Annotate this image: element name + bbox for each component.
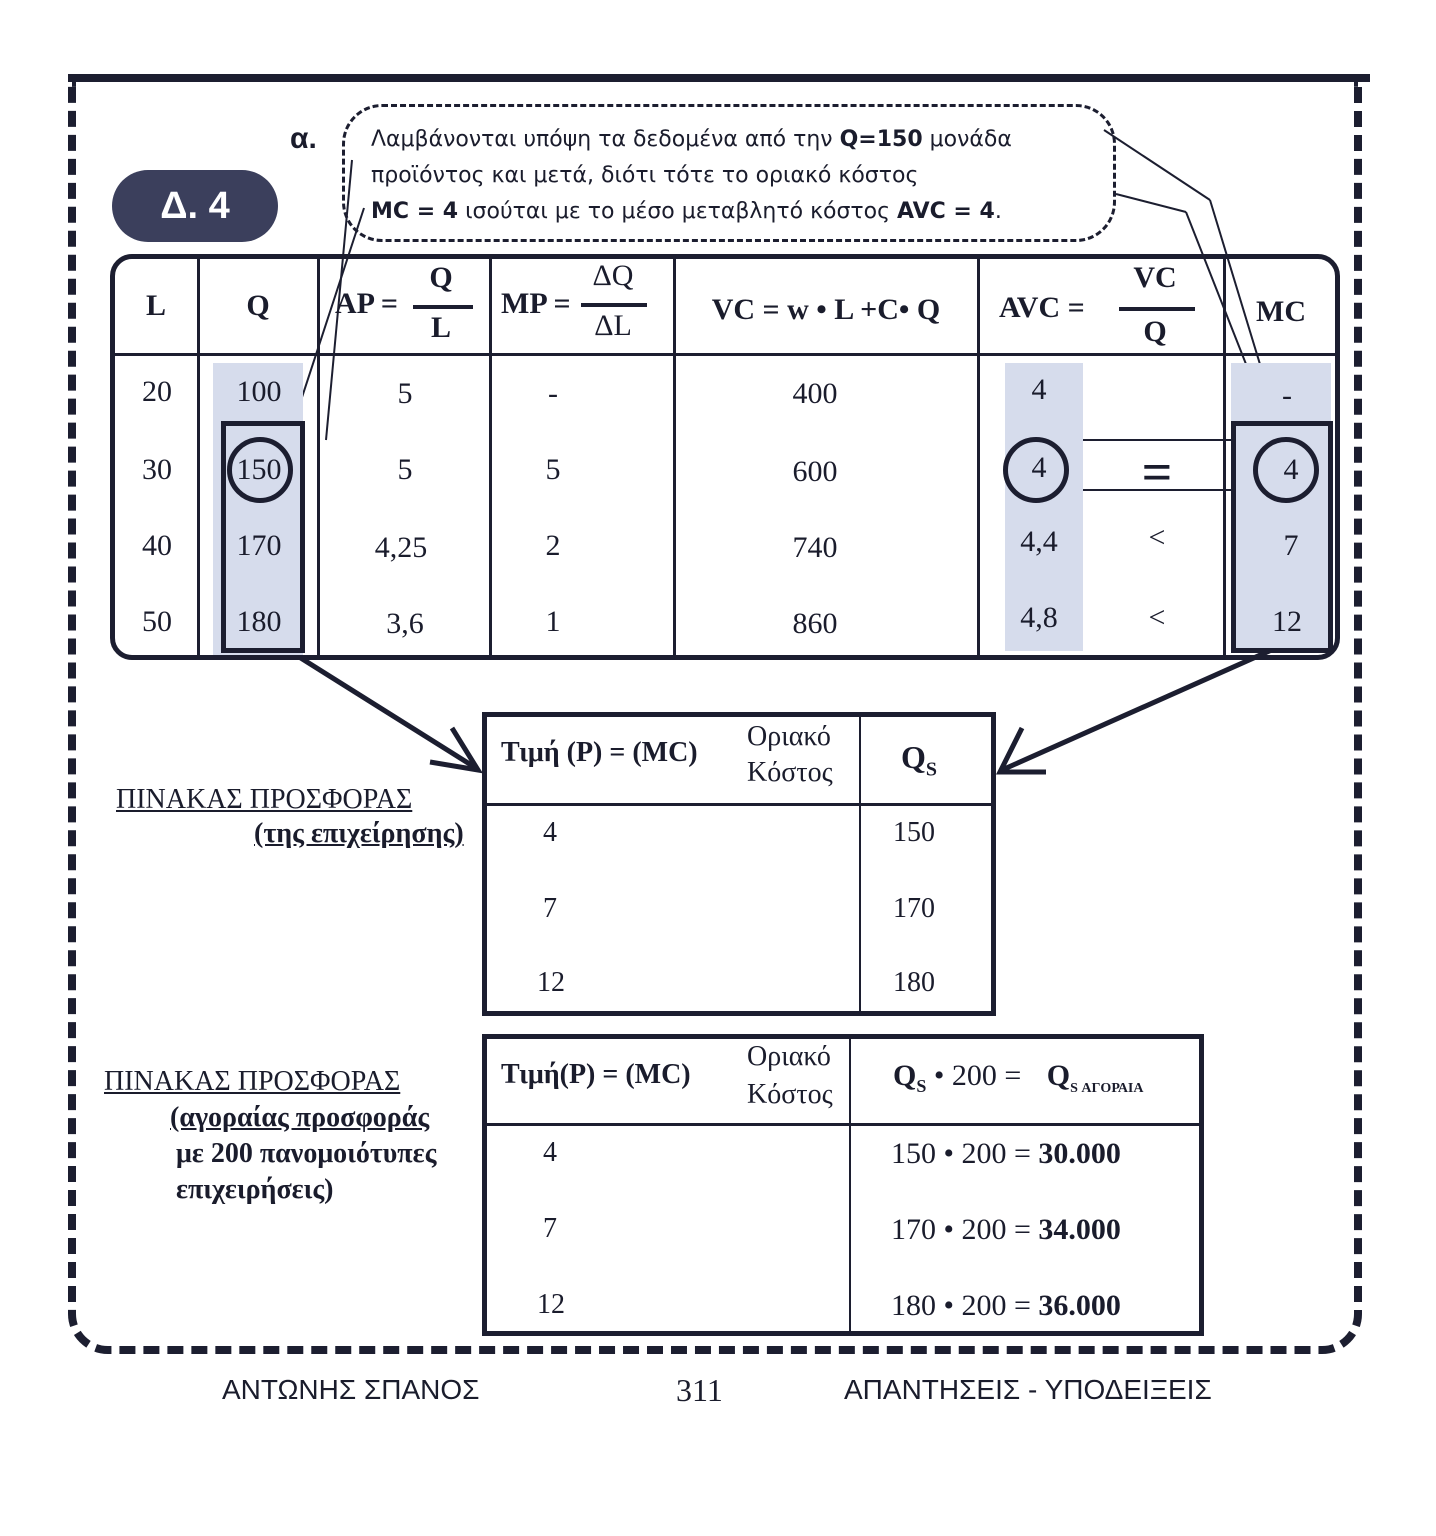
footer-section: ΑΠΑΝΤΗΣΕΙΣ - ΥΠΟΔΕΙΞΕΙΣ — [844, 1374, 1212, 1405]
firm-price-value: 12 — [537, 967, 565, 998]
cell-comparison: = — [1141, 442, 1173, 502]
header-AP-denominator: L — [430, 311, 451, 344]
firm-price-value: 7 — [543, 893, 557, 924]
footer-author: ΑΝΤΩΝΗΣ ΣΠΑΝΟΣ — [222, 1374, 480, 1405]
divider — [489, 259, 492, 655]
cell-AVC: 4 — [1031, 451, 1047, 484]
header-AVC-numerator: VC — [1133, 261, 1177, 294]
market-price-header: Τιμή(P) = (MC) — [501, 1059, 691, 1090]
header-MP-denominator: ΔL — [594, 309, 632, 342]
firm-quantity-header: $Q_S$ — [901, 739, 938, 781]
cell-Q: 150 — [236, 453, 282, 486]
cell-MP: 2 — [545, 529, 561, 562]
cell-AP: 3,6 — [386, 607, 424, 640]
header-AVC-prefix: AVC = — [999, 291, 1085, 324]
firm-quantity-value: 170 — [893, 893, 935, 924]
firm-price-note-1: Οριακό — [747, 721, 831, 752]
cell-AP: 5 — [397, 377, 413, 410]
market-price-value: 4 — [543, 1137, 557, 1168]
cell-AP: 4,25 — [374, 531, 428, 564]
header-AVC-denominator: Q — [1143, 315, 1167, 348]
header-VC: VC = w • L +C• Q — [711, 293, 941, 326]
header-divider — [115, 353, 1335, 356]
avc-4-circle — [1003, 437, 1069, 503]
cell-Q: 100 — [236, 375, 282, 408]
header-MC: MC — [1256, 295, 1306, 328]
cell-MC: 12 — [1272, 605, 1302, 638]
cell-Q: 180 — [236, 605, 282, 638]
firm-price-note-2: Κόστος — [747, 757, 833, 788]
header-AP-numerator: Q — [429, 261, 453, 294]
cell-MP: - — [548, 377, 558, 410]
cost-table — [110, 254, 1340, 660]
cell-Q: 170 — [236, 529, 282, 562]
firm-price-value: 4 — [543, 817, 557, 848]
header-divider — [487, 1123, 1199, 1126]
firm-supply-table — [482, 712, 996, 1016]
cell-MC: 7 — [1283, 529, 1299, 562]
market-supply-subtitle-2: με 200 πανομοιότυπες — [176, 1138, 437, 1169]
cell-MP: 5 — [545, 453, 561, 486]
q-150-circle — [227, 437, 293, 503]
market-supply-title: ΠΙΝΑΚΑΣ ΠΡΟΣΦΟΡΑΣ — [104, 1066, 401, 1097]
header-L: L — [145, 289, 166, 322]
callout-line-1: Λαμβάνονται υπόψη τα δεδομένα από την Q=150 μονάδα — [371, 127, 1012, 152]
divider — [673, 259, 676, 655]
firm-quantity-value: 150 — [893, 817, 935, 848]
cell-AP: 5 — [397, 453, 413, 486]
divider — [1223, 259, 1226, 655]
cell-VC: 600 — [792, 455, 838, 488]
cell-comparison: < — [1148, 521, 1166, 554]
pointer-line-mc-c — [1116, 194, 1186, 212]
cell-AVC: 4,4 — [1020, 525, 1058, 558]
market-calc-row: 180 • 200 = 36.000 — [891, 1289, 1121, 1322]
exercise-badge: Δ. 4 — [112, 170, 278, 242]
market-calc-row: 150 • 200 = 30.000 — [891, 1137, 1121, 1170]
fraction-bar — [413, 305, 473, 309]
market-supply-table — [482, 1034, 1204, 1336]
arrow-q-to-supply — [288, 650, 476, 768]
part-marker: α. — [290, 122, 317, 155]
market-price-note-1: Οριακό — [747, 1041, 831, 1072]
divider — [859, 717, 861, 1011]
divider — [849, 1039, 851, 1331]
cell-MP: 1 — [545, 605, 561, 638]
callout-line-3: MC = 4 ισούται με το μέσο μεταβλητό κόστος AVC = 4. — [371, 199, 1002, 224]
fraction-bar — [1119, 307, 1195, 311]
header-Q: Q — [246, 289, 270, 322]
cell-VC: 400 — [792, 377, 838, 410]
header-divider — [487, 803, 991, 806]
cell-AVC: 4,8 — [1020, 601, 1058, 634]
cell-VC: 740 — [792, 531, 838, 564]
market-price-value: 12 — [537, 1289, 565, 1320]
cell-L: 50 — [142, 605, 172, 638]
header-AP-prefix: AP = — [335, 287, 398, 320]
firm-quantity-value: 180 — [893, 967, 935, 998]
cell-MC: - — [1282, 379, 1292, 412]
market-quantity-header: $Q_S$ • $200 = Q_{S A\Gamma OPAIA}$ — [893, 1059, 1144, 1096]
callout-line-2: προϊόντος και μετά, διότι τότε το οριακό κόστος — [371, 163, 919, 188]
market-price-note-2: Κόστος — [747, 1079, 833, 1110]
page-number: 311 — [676, 1372, 723, 1408]
cell-L: 40 — [142, 529, 172, 562]
market-supply-subtitle-3: επιχειρήσεις) — [176, 1174, 334, 1205]
pointer-line-mc-a — [1104, 130, 1210, 200]
cell-L: 30 — [142, 453, 172, 486]
mc-4-circle — [1253, 437, 1319, 503]
firm-supply-subtitle: (της επιχείρησης) — [254, 818, 464, 849]
market-calc-row: 170 • 200 = 34.000 — [891, 1213, 1121, 1246]
header-MP-prefix: MP = — [501, 287, 571, 320]
cell-VC: 860 — [792, 607, 838, 640]
firm-supply-title: ΠΙΝΑΚΑΣ ΠΡΟΣΦΟΡΑΣ — [116, 784, 413, 815]
cell-MC: 4 — [1283, 453, 1299, 486]
firm-price-header: Τιμή (P) = (MC) — [501, 737, 698, 768]
market-supply-subtitle-1: (αγοραίας προσφοράς — [170, 1102, 430, 1133]
market-price-value: 7 — [543, 1213, 557, 1244]
arrow-mc-to-supply — [1002, 648, 1276, 770]
header-MP-numerator: ΔQ — [592, 259, 634, 292]
cell-L: 20 — [142, 375, 172, 408]
cell-comparison: < — [1148, 601, 1166, 634]
fraction-bar — [581, 303, 647, 307]
cell-AVC: 4 — [1031, 373, 1047, 406]
